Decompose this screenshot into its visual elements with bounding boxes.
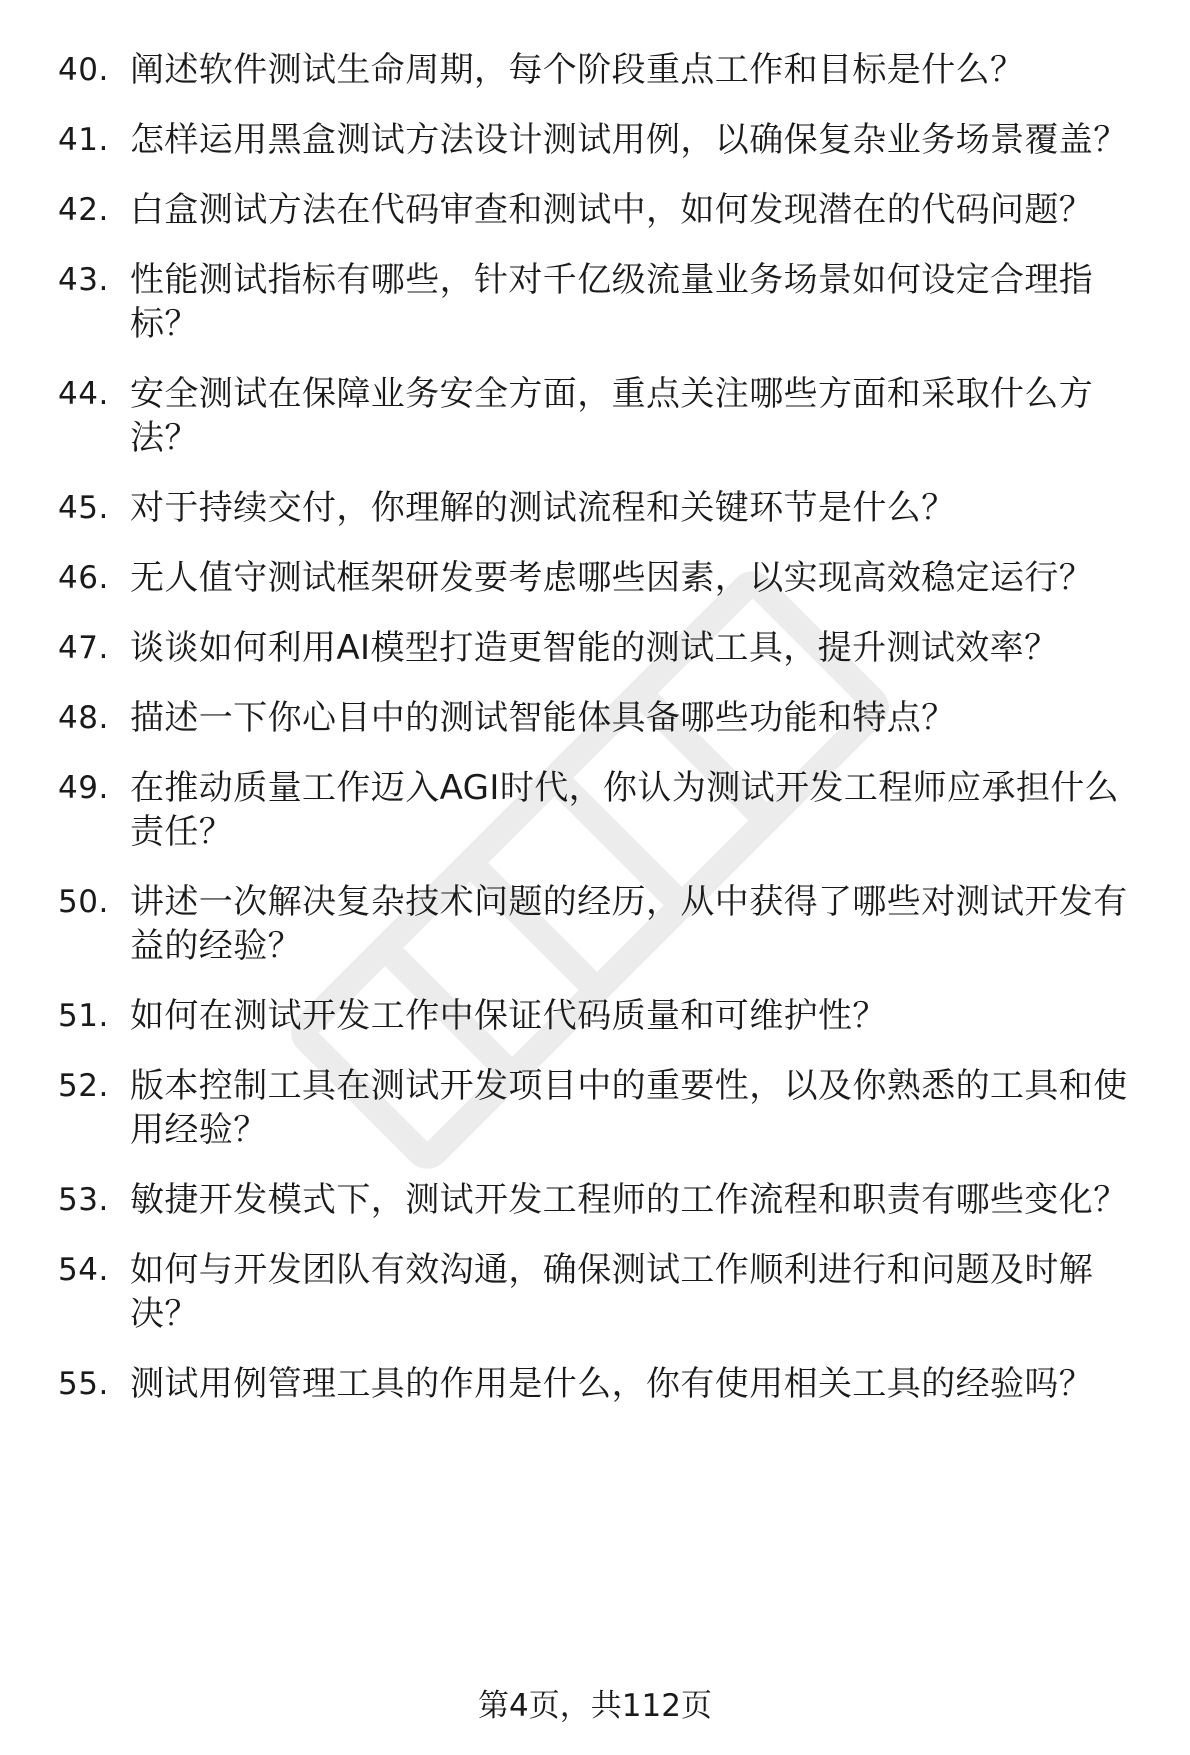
question-text: 怎样运用黑盒测试方法设计测试用例，以确保复杂业务场景覆盖？: [130, 120, 1128, 160]
page-footer: 第4页，共112页: [478, 1688, 712, 1724]
question-item: [58, 1178, 1148, 1222]
question-number: 46.: [58, 560, 109, 596]
question-number: 49.: [58, 770, 109, 806]
question-text: 如何与开发团队有效沟通，确保测试工作顺利进行和问题及时解决？: [130, 1250, 1094, 1334]
question-text: 如何在测试开发工作中保证代码质量和可维护性？: [130, 996, 887, 1036]
question-text: 对于持续交付，你理解的测试流程和关键环节是什么？: [130, 488, 956, 528]
question-item: [58, 626, 1148, 670]
question-number: 42.: [58, 192, 109, 228]
question-item: [58, 994, 1148, 1038]
question-number: 45.: [58, 490, 109, 526]
question-number: 53.: [58, 1182, 109, 1218]
question-text: 谈谈如何利用AI模型打造更智能的测试工具，提升测试效率？: [130, 628, 1059, 668]
question-item: [58, 1248, 1148, 1336]
question-number: 43.: [58, 262, 109, 298]
question-text: 白盒测试方法在代码审查和测试中，如何发现潜在的代码问题？: [130, 190, 1094, 230]
question-number: 54.: [58, 1252, 109, 1288]
question-list: [58, 48, 1148, 1432]
question-item: [58, 372, 1148, 460]
question-number: 44.: [58, 376, 109, 412]
question-item: [58, 118, 1148, 162]
question-text: 讲述一次解决复杂技术问题的经历，从中获得了哪些对测试开发有益的经验？: [130, 882, 1128, 966]
question-number: 40.: [58, 52, 109, 88]
question-number: 52.: [58, 1068, 109, 1104]
question-number: 55.: [58, 1366, 109, 1402]
question-text: 性能测试指标有哪些，针对千亿级流量业务场景如何设定合理指标？: [130, 260, 1094, 344]
question-item: [58, 556, 1148, 600]
question-item: [58, 880, 1148, 968]
question-item: [58, 1064, 1148, 1152]
question-item: [58, 48, 1148, 92]
question-number: 47.: [58, 630, 109, 666]
question-number: 51.: [58, 998, 109, 1034]
question-number: 48.: [58, 700, 109, 736]
question-text: 无人值守测试框架研发要考虑哪些因素，以实现高效稳定运行？: [130, 558, 1094, 598]
question-text: 在推动质量工作迈入AGI时代，你认为测试开发工程师应承担什么责任？: [130, 768, 1120, 852]
question-number: 50.: [58, 884, 109, 920]
question-item: [58, 766, 1148, 854]
question-item: [58, 1362, 1148, 1406]
question-text: 敏捷开发模式下，测试开发工程师的工作流程和职责有哪些变化？: [130, 1180, 1128, 1220]
question-item: [58, 258, 1148, 346]
question-item: [58, 696, 1148, 740]
question-text: 测试用例管理工具的作用是什么，你有使用相关工具的经验吗？: [130, 1364, 1094, 1404]
question-text: 描述一下你心目中的测试智能体具备哪些功能和特点？: [130, 698, 956, 738]
question-item: [58, 486, 1148, 530]
question-text: 安全测试在保障业务安全方面，重点关注哪些方面和采取什么方法？: [130, 374, 1094, 458]
question-item: [58, 188, 1148, 232]
question-text: 版本控制工具在测试开发项目中的重要性，以及你熟悉的工具和使用经验？: [130, 1066, 1128, 1150]
question-number: 41.: [58, 122, 109, 158]
question-text: 阐述软件测试生命周期，每个阶段重点工作和目标是什么？: [130, 50, 1025, 90]
